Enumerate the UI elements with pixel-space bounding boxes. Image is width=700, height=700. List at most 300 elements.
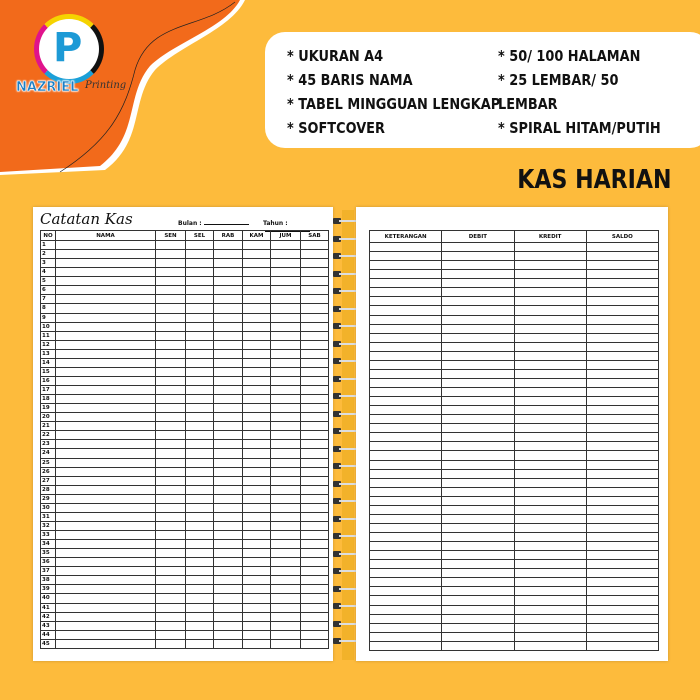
table-cell [156,558,186,567]
table-cell [442,397,514,406]
table-cell [301,612,329,621]
table-cell [186,594,214,603]
table-cell [186,268,214,277]
table-cell [156,603,186,612]
table-cell [370,505,442,514]
table-cell [301,549,329,558]
table-cell [586,315,658,324]
column-header: SALDO [586,231,658,243]
table-row [41,286,329,295]
row-number: 44 [41,630,56,639]
row-number: 11 [41,331,56,340]
table-cell [514,469,586,478]
table-cell [186,449,214,458]
table-cell [214,376,243,385]
table-row [370,460,659,469]
table-cell [442,415,514,424]
row-number: 45 [41,639,56,648]
table-cell [514,560,586,569]
table-cell [370,578,442,587]
table-cell [370,605,442,614]
table-row [370,641,659,650]
table-cell [271,259,301,268]
brand-sub: Printing [85,80,127,91]
table-cell [156,476,186,485]
table-cell [186,322,214,331]
table-cell [156,313,186,322]
table-row [41,313,329,322]
table-cell [56,322,156,331]
row-number: 32 [41,521,56,530]
table-cell [56,349,156,358]
table-cell [370,523,442,532]
table-cell [214,458,243,467]
table-cell [271,512,301,521]
table-cell [514,288,586,297]
table-cell [271,358,301,367]
table-row [41,349,329,358]
table-row [370,542,659,551]
table-cell [514,578,586,587]
row-number: 10 [41,322,56,331]
table-cell [56,603,156,612]
table-cell [156,639,186,648]
table-cell [442,433,514,442]
left-page [33,207,333,661]
table-cell [56,431,156,440]
table-cell [214,485,243,494]
table-cell [370,369,442,378]
table-cell [56,440,156,449]
table-row [41,540,329,549]
table-cell [243,639,271,648]
table-cell [586,560,658,569]
row-number: 22 [41,431,56,440]
table-cell [186,603,214,612]
table-cell [271,331,301,340]
table-cell [186,485,214,494]
table-cell [186,431,214,440]
table-row [41,521,329,530]
table-cell [214,503,243,512]
table-cell [370,324,442,333]
table-row [41,621,329,630]
row-number: 31 [41,512,56,521]
table-cell [301,503,329,512]
table-cell [586,614,658,623]
table-cell [186,413,214,422]
table-cell [271,503,301,512]
table-cell [243,476,271,485]
row-number: 20 [41,413,56,422]
table-cell [301,395,329,404]
table-cell [156,331,186,340]
table-cell [301,594,329,603]
table-cell [271,376,301,385]
table-cell [214,549,243,558]
table-cell [271,277,301,286]
table-row [370,333,659,342]
table-cell [301,431,329,440]
table-row [370,324,659,333]
table-cell [586,388,658,397]
table-row [41,639,329,648]
table-row [370,288,659,297]
table-cell [370,442,442,451]
table-cell [586,243,658,252]
table-cell [301,449,329,458]
table-cell [156,422,186,431]
table-cell [514,397,586,406]
table-cell [586,369,658,378]
table-cell [56,449,156,458]
row-number: 18 [41,395,56,404]
table-cell [271,567,301,576]
row-number: 36 [41,558,56,567]
row-number: 40 [41,594,56,603]
table-cell [156,549,186,558]
table-cell [301,313,329,322]
row-number: 38 [41,576,56,585]
table-cell [301,277,329,286]
table-row [370,514,659,523]
table-cell [243,485,271,494]
table-cell [442,369,514,378]
table-cell [271,367,301,376]
table-cell [243,621,271,630]
table-cell [214,367,243,376]
table-cell [243,295,271,304]
table-cell [370,542,442,551]
table-cell [243,458,271,467]
table-cell [56,467,156,476]
table-cell [514,605,586,614]
table-cell [56,376,156,385]
table-cell [56,259,156,268]
table-cell [370,614,442,623]
table-row [41,449,329,458]
table-cell [442,388,514,397]
row-number: 21 [41,422,56,431]
table-row [370,397,659,406]
table-row [370,415,659,424]
table-cell [56,558,156,567]
product-title: KAS HARIAN [517,165,672,195]
table-cell [586,261,658,270]
table-row [370,533,659,542]
table-cell [243,531,271,540]
table-cell [243,467,271,476]
feature-box [265,32,700,148]
table-row [370,270,659,279]
table-cell [442,460,514,469]
table-cell [271,295,301,304]
table-row [41,549,329,558]
table-cell [514,243,586,252]
column-header: RAB [214,231,243,241]
table-cell [156,386,186,395]
table-cell [301,458,329,467]
table-cell [586,542,658,551]
table-cell [214,286,243,295]
row-number: 15 [41,367,56,376]
row-number: 16 [41,376,56,385]
table-cell [186,630,214,639]
table-row [41,386,329,395]
table-cell [514,433,586,442]
table-cell [370,533,442,542]
table-cell [271,413,301,422]
table-cell [586,279,658,288]
table-row [41,304,329,313]
page-heading: Catatan Kas [40,210,133,228]
table-cell [271,322,301,331]
table-cell [56,313,156,322]
table-cell [186,376,214,385]
table-cell [56,340,156,349]
table-cell [514,424,586,433]
row-number: 33 [41,531,56,540]
table-cell [514,533,586,542]
table-cell [186,331,214,340]
row-number: 39 [41,585,56,594]
table-cell [214,567,243,576]
table-cell [514,369,586,378]
table-cell [301,558,329,567]
table-cell [56,585,156,594]
table-cell [586,360,658,369]
table-cell [271,621,301,630]
table-row [41,340,329,349]
table-row [370,569,659,578]
table-cell [243,576,271,585]
row-number: 1 [41,241,56,250]
table-cell [56,639,156,648]
table-cell [271,386,301,395]
table-cell [586,424,658,433]
table-cell [186,386,214,395]
table-cell [442,614,514,623]
bulan-field: Bulan : [178,220,249,227]
row-number: 43 [41,621,56,630]
row-number: 8 [41,304,56,313]
table-cell [514,451,586,460]
table-cell [243,349,271,358]
table-cell [271,630,301,639]
table-cell [586,578,658,587]
table-cell [214,322,243,331]
table-cell [442,605,514,614]
table-cell [214,621,243,630]
table-cell [301,467,329,476]
table-cell [301,404,329,413]
table-cell [271,241,301,250]
table-cell [370,460,442,469]
cash-ledger-table [369,230,659,651]
table-cell [301,349,329,358]
table-cell [56,512,156,521]
table-cell [271,422,301,431]
table-cell [56,476,156,485]
table-cell [156,449,186,458]
table-cell [442,252,514,261]
table-cell [243,422,271,431]
table-cell [243,386,271,395]
table-cell [271,349,301,358]
table-row [370,433,659,442]
row-number: 9 [41,313,56,322]
table-cell [586,596,658,605]
table-cell [442,523,514,532]
table-cell [514,523,586,532]
table-cell [586,270,658,279]
table-cell [271,458,301,467]
table-cell [214,413,243,422]
table-row [370,243,659,252]
table-cell [186,313,214,322]
table-row [41,331,329,340]
table-cell [214,395,243,404]
table-cell [442,333,514,342]
table-row [41,367,329,376]
table-cell [214,603,243,612]
table-cell [156,358,186,367]
table-cell [156,376,186,385]
table-cell [214,349,243,358]
table-cell [301,540,329,549]
table-cell [514,297,586,306]
table-cell [370,315,442,324]
row-number: 27 [41,476,56,485]
table-row [370,632,659,641]
column-header: DEBIT [442,231,514,243]
table-cell [370,596,442,605]
table-cell [156,467,186,476]
table-cell [514,614,586,623]
table-cell [156,322,186,331]
row-number: 13 [41,349,56,358]
table-cell [186,304,214,313]
table-cell [56,576,156,585]
table-cell [156,349,186,358]
table-row [370,279,659,288]
table-cell [301,585,329,594]
table-cell [56,277,156,286]
table-cell [214,531,243,540]
table-cell [370,333,442,342]
table-cell [586,569,658,578]
table-row [41,603,329,612]
table-row [41,567,329,576]
table-cell [186,549,214,558]
table-cell [214,358,243,367]
table-cell [271,585,301,594]
table-cell [56,286,156,295]
table-row [370,252,659,261]
row-number: 34 [41,540,56,549]
table-cell [243,313,271,322]
table-cell [586,641,658,650]
table-cell [301,476,329,485]
table-cell [56,531,156,540]
table-cell [370,288,442,297]
table-cell [586,324,658,333]
table-cell [186,422,214,431]
table-cell [156,630,186,639]
table-cell [156,594,186,603]
table-cell [301,376,329,385]
table-cell [301,367,329,376]
table-row [370,523,659,532]
table-row [370,487,659,496]
table-cell [301,485,329,494]
table-cell [442,406,514,415]
table-cell [514,315,586,324]
row-number: 41 [41,603,56,612]
table-row [41,630,329,639]
table-cell [370,569,442,578]
table-cell [301,521,329,530]
table-cell [243,331,271,340]
table-cell [514,641,586,650]
table-row [41,576,329,585]
table-cell [156,458,186,467]
table-cell [442,496,514,505]
table-cell [514,388,586,397]
table-cell [301,268,329,277]
table-cell [56,367,156,376]
table-cell [271,612,301,621]
table-cell [442,578,514,587]
table-cell [56,503,156,512]
table-cell [56,304,156,313]
table-cell [301,295,329,304]
table-row [370,605,659,614]
table-cell [514,514,586,523]
table-cell [301,358,329,367]
table-cell [271,540,301,549]
table-cell [370,397,442,406]
table-cell [214,250,243,259]
table-cell [243,322,271,331]
table-cell [442,360,514,369]
table-cell [514,596,586,605]
table-cell [301,250,329,259]
table-cell [243,549,271,558]
table-cell [514,252,586,261]
table-cell [586,514,658,523]
table-cell [186,277,214,286]
table-cell [370,478,442,487]
table-row [370,315,659,324]
table-cell [243,358,271,367]
table-cell [214,404,243,413]
table-cell [442,270,514,279]
table-cell [514,270,586,279]
table-cell [370,351,442,360]
table-cell [243,404,271,413]
table-cell [271,476,301,485]
table-row [41,404,329,413]
attendance-table [40,230,329,649]
table-cell [214,331,243,340]
table-cell [271,494,301,503]
table-cell [271,558,301,567]
table-cell [156,413,186,422]
table-cell [186,395,214,404]
table-cell [586,605,658,614]
table-cell [586,288,658,297]
